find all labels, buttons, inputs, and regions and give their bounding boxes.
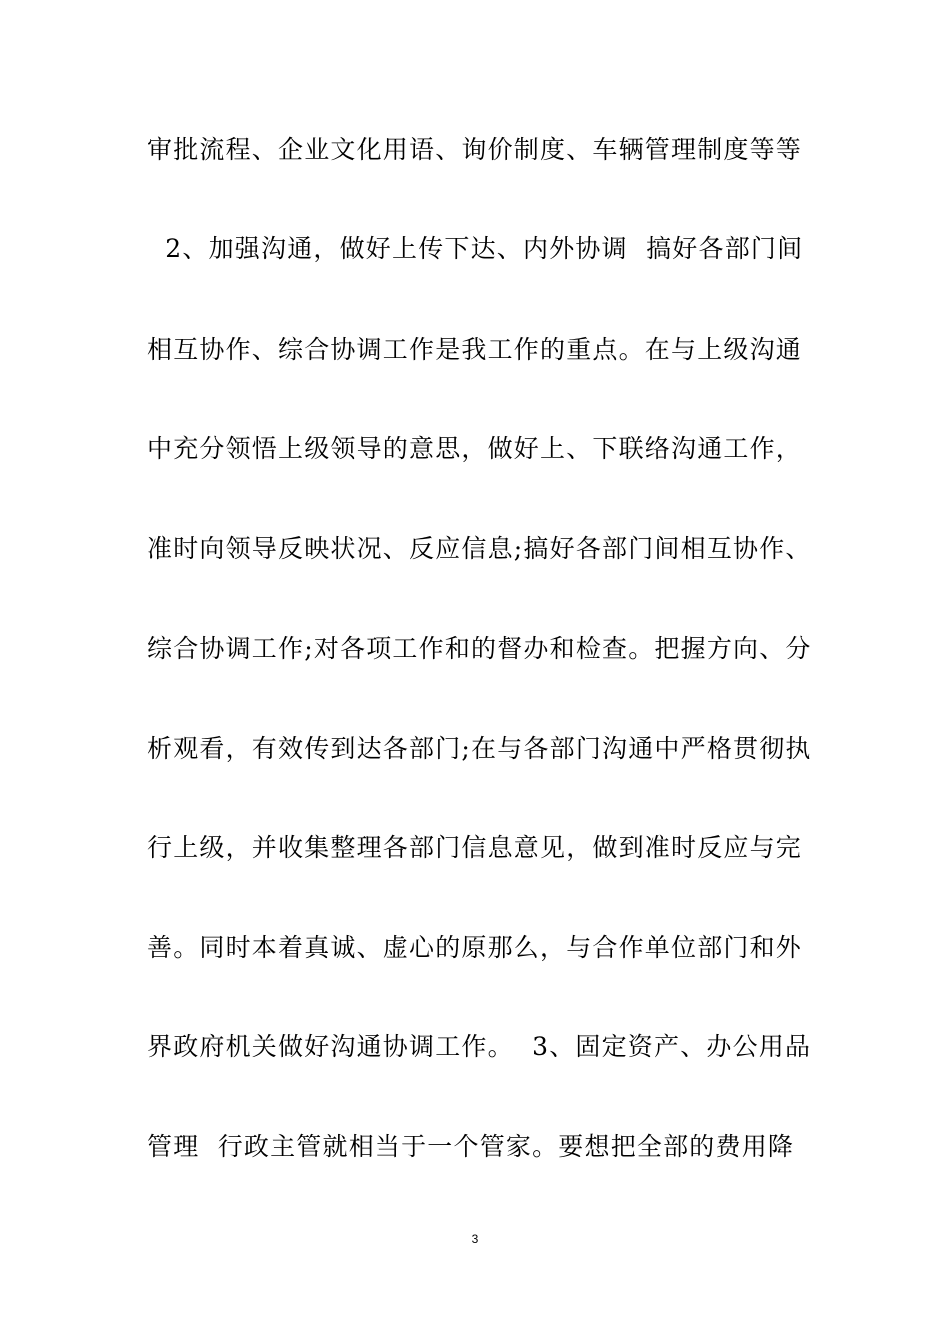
body-text-line: 2、加强沟通，做好上传下达、内外协调 搞好各部门间 <box>147 234 804 263</box>
body-text-line: 审批流程、企业文化用语、询价制度、车辆管理制度等等 <box>147 135 803 164</box>
body-text-line: 行上级，并收集整理各部门信息意见，做到准时反应与完 <box>147 833 803 862</box>
page-number: 3 <box>471 1232 479 1246</box>
body-text-line: 善。同时本着真诚、虚心的原那么，与合作单位部门和外 <box>147 933 803 962</box>
body-text-line: 综合协调工作;对各项工作和的督办和检查。把握方向、分 <box>147 634 812 663</box>
body-text-line: 中充分领悟上级领导的意思，做好上、下联络沟通工作， <box>147 434 803 463</box>
body-text-line: 准时向领导反映状况、反应信息;搞好各部门间相互协作、 <box>147 534 812 563</box>
body-text-line: 管理 行政主管就相当于一个管家。要想把全部的费用降 <box>147 1132 795 1161</box>
body-text-line: 相互协作、综合协调工作是我工作的重点。在与上级沟通 <box>147 335 803 364</box>
body-text-line: 界政府机关做好沟通协调工作。 3、固定资产、办公用品 <box>147 1032 812 1061</box>
body-text-line: 析观看，有效传到达各部门;在与各部门沟通中严格贯彻执 <box>147 734 812 763</box>
